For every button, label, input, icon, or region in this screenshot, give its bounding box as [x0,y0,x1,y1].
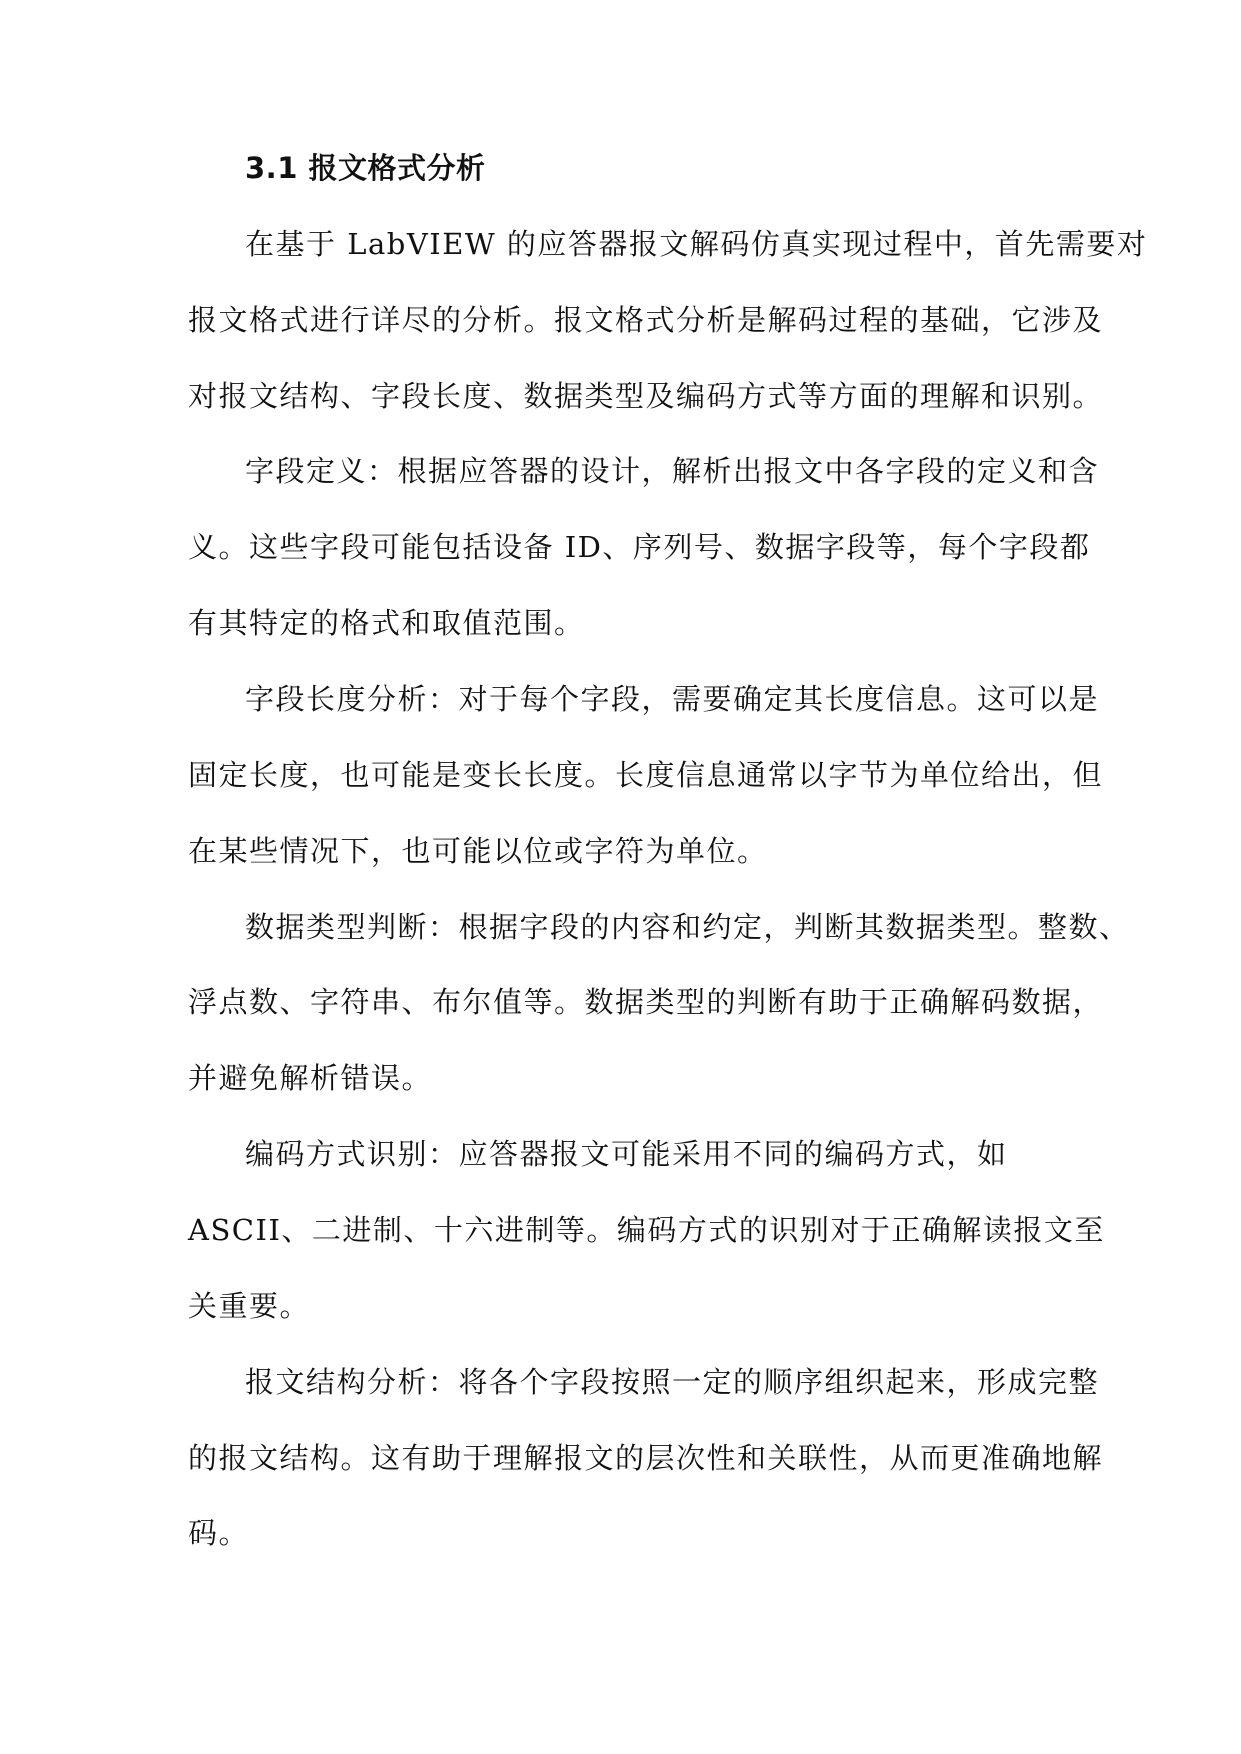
paragraph-6-line-2: 的报文结构。这有助于理解报文的层次性和关联性，从而更准确地解 [188,1441,1104,1475]
paragraph-4-line-1: 数据类型判断：根据字段的内容和约定，判断其数据类型。整数、 [245,910,1130,944]
paragraph-5-line-1: 编码方式识别：应答器报文可能采用不同的编码方式，如 [245,1137,1008,1171]
paragraph-2-line-1: 字段定义：根据应答器的设计，解析出报文中各字段的定义和含 [245,454,1100,488]
paragraph-4-line-3: 并避免解析错误。 [188,1061,433,1095]
paragraph-3-line-1: 字段长度分析：对于每个字段，需要确定其长度信息。这可以是 [245,682,1100,716]
paragraph-4-line-2: 浮点数、字符串、布尔值等。数据类型的判断有助于正确解码数据， [188,985,1104,1019]
paragraph-5-line-3: 关重要。 [188,1289,311,1323]
paragraph-2-line-3: 有其特定的格式和取值范围。 [188,606,585,640]
paragraph-1-line-3: 对报文结构、字段长度、数据类型及编码方式等方面的理解和识别。 [188,379,1104,413]
paragraph-3-line-2: 固定长度，也可能是变长长度。长度信息通常以字节为单位给出，但 [188,758,1104,792]
section-heading: 3.1 报文格式分析 [245,151,486,185]
paragraph-6-line-1: 报文结构分析：将各个字段按照一定的顺序组织起来，形成完整 [245,1365,1100,1399]
paragraph-1-line-2: 报文格式进行详尽的分析。报文格式分析是解码过程的基础，它涉及 [188,303,1104,337]
paragraph-2-line-2: 义。这些字段可能包括设备 ID、序列号、数据字段等，每个字段都 [188,530,1091,564]
paragraph-3-line-3: 在某些情况下，也可能以位或字符为单位。 [188,834,768,868]
paragraph-1-line-1: 在基于 LabVIEW 的应答器报文解码仿真实现过程中，首先需要对 [245,227,1148,261]
paragraph-6-line-3: 码。 [188,1516,250,1550]
paragraph-5-line-2: ASCII、二进制、十六进制等。编码方式的识别对于正确解读报文至 [188,1213,1105,1247]
